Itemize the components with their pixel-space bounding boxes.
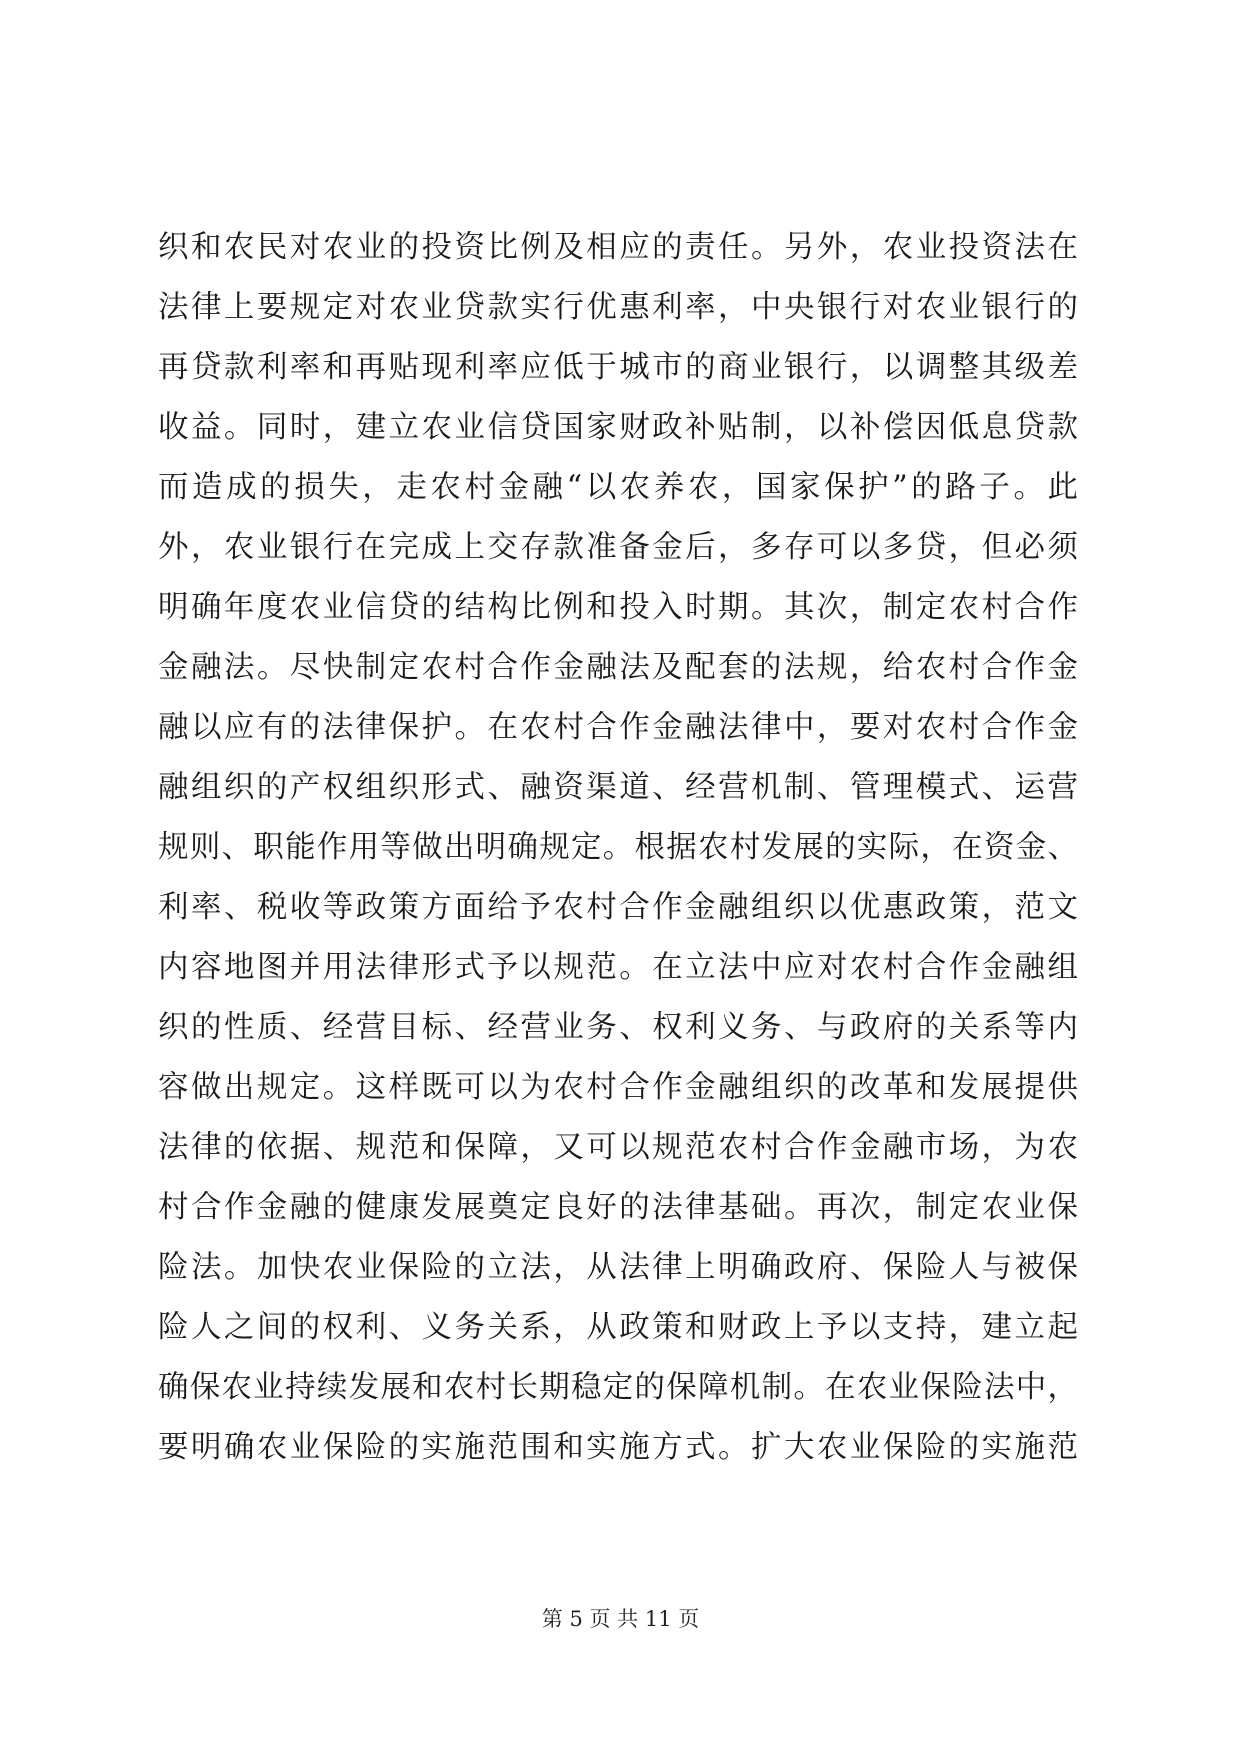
text-line: 金融法。尽快制定农村合作金融法及配套的法规，给农村合作金 bbox=[158, 650, 1078, 685]
text-line: 外，农业银行在完成上交存款准备金后，多存可以多贷，但必须 bbox=[158, 530, 1078, 565]
text-line: 险人之间的权利、义务关系，从政策和财政上予以支持，建立起 bbox=[158, 1310, 1078, 1345]
text-line: 融组织的产权组织形式、融资渠道、经营机制、管理模式、运营 bbox=[158, 770, 1078, 805]
text-line: 收益。同时，建立农业信贷国家财政补贴制，以补偿因低息贷款 bbox=[158, 410, 1078, 445]
text-line: 融以应有的法律保护。在农村合作金融法律中，要对农村合作金 bbox=[158, 710, 1078, 745]
text-line: 法律的依据、规范和保障，又可以规范农村合作金融市场，为农 bbox=[158, 1130, 1078, 1165]
text-line: 织和农民对农业的投资比例及相应的责任。另外，农业投资法在 bbox=[158, 230, 1078, 265]
text-line: 明确年度农业信贷的结构比例和投入时期。其次，制定农村合作 bbox=[158, 590, 1078, 625]
text-line: 利率、税收等政策方面给予农村合作金融组织以优惠政策，范文 bbox=[158, 890, 1078, 925]
text-line: 法律上要规定对农业贷款实行优惠利率，中央银行对农业银行的 bbox=[158, 290, 1078, 325]
text-line: 村合作金融的健康发展奠定良好的法律基础。再次，制定农业保 bbox=[158, 1190, 1078, 1225]
text-line: 规则、职能作用等做出明确规定。根据农村发展的实际，在资金、 bbox=[158, 830, 1078, 865]
page-number-footer: 第 5 页 共 11 页 bbox=[541, 1607, 700, 1631]
text-line: 要明确农业保险的实施范围和实施方式。扩大农业保险的实施范 bbox=[158, 1430, 1078, 1465]
text-line: 确保农业持续发展和农村长期稳定的保障机制。在农业保险法中， bbox=[158, 1370, 1078, 1405]
text-line: 险法。加快农业保险的立法，从法律上明确政府、保险人与被保 bbox=[158, 1250, 1078, 1285]
text-line: 织的性质、经营目标、经营业务、权利义务、与政府的关系等内 bbox=[158, 1010, 1078, 1045]
text-line: 容做出规定。这样既可以为农村合作金融组织的改革和发展提供 bbox=[158, 1070, 1078, 1105]
text-line: 而造成的损失，走农村金融“以农养农，国家保护”的路子。此 bbox=[158, 470, 1078, 505]
text-line: 再贷款利率和再贴现利率应低于城市的商业银行，以调整其级差 bbox=[158, 350, 1078, 385]
text-line: 内容地图并用法律形式予以规范。在立法中应对农村合作金融组 bbox=[158, 950, 1078, 985]
